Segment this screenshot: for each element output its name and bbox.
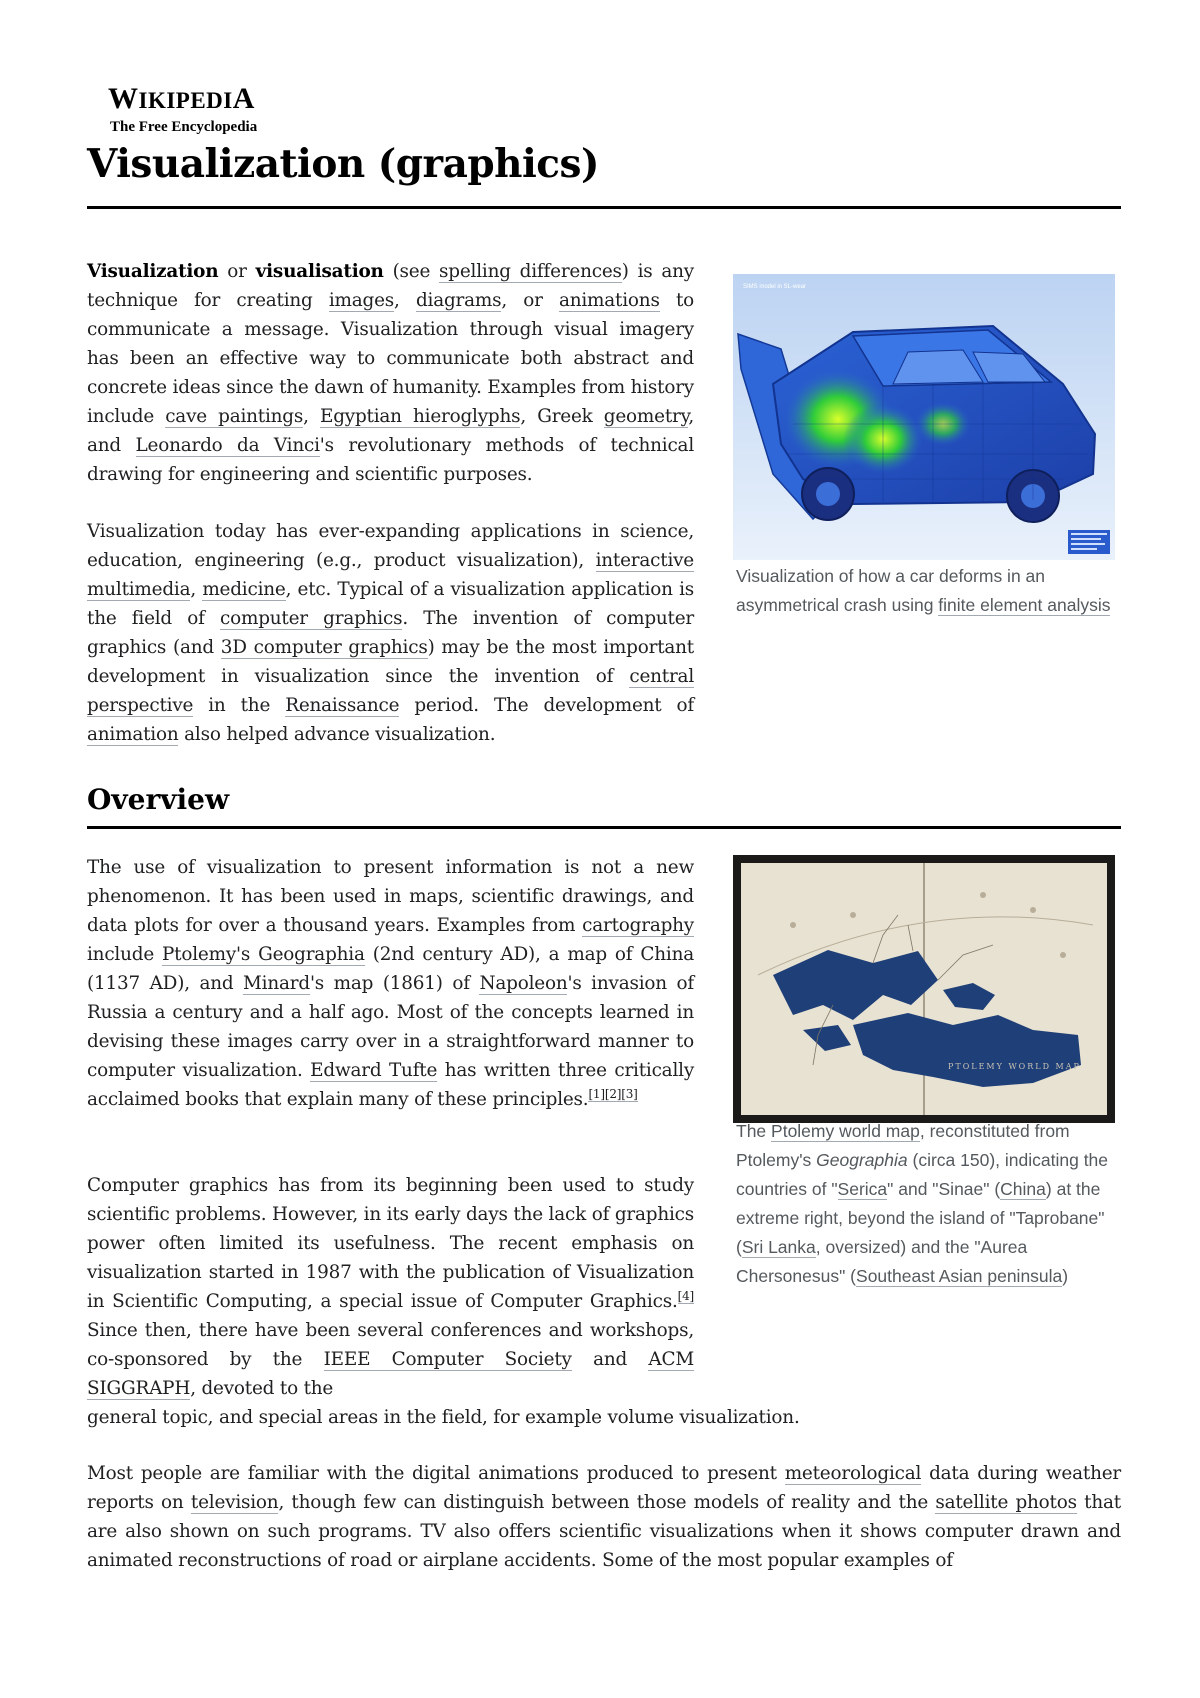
- text: ,: [394, 290, 416, 311]
- citation-1[interactable]: [1]: [588, 1086, 605, 1101]
- overview-paragraph-1: [87, 853, 694, 1114]
- link-television[interactable]: television: [190, 1492, 279, 1513]
- text: . The invention of computer graphics (and: [87, 608, 695, 658]
- link-acm-siggraph[interactable]: ACM SIGGRAPH: [87, 1349, 694, 1399]
- link-animations[interactable]: animations: [558, 290, 660, 311]
- text: ,: [190, 579, 203, 600]
- intro-paragraph-2: [87, 517, 694, 749]
- link-geometry[interactable]: geometry: [603, 406, 689, 427]
- link-napoleon[interactable]: Napoleon: [479, 973, 568, 994]
- text: Most people are familiar with the digital animations produced to present: [87, 1463, 785, 1484]
- link-images[interactable]: images: [328, 290, 395, 311]
- link-china[interactable]: China: [1000, 1179, 1046, 1199]
- link-sri-lanka[interactable]: Sri Lanka: [741, 1237, 816, 1257]
- text: , though few can distinguish between those models of reality and the: [278, 1492, 936, 1513]
- text: include: [87, 944, 162, 965]
- text: , etc. Typical of a visualization application is the field of: [87, 579, 694, 629]
- text: Since then, there have been several conferences and workshops, co-sponsored by the: [87, 1320, 694, 1370]
- logo-w: W: [108, 82, 139, 115]
- section-divider: [87, 826, 1121, 829]
- text: (circa 150), indicating the countries of ": [736, 1150, 1109, 1199]
- text: to communicate a message. Visualization through visual imagery has been an effective way to communicate both abstract and concrete ideas since the dawn of humanity. Examples from history include: [87, 290, 695, 427]
- link-renaissance[interactable]: Renaissance: [285, 695, 400, 716]
- citation-3[interactable]: [3]: [621, 1086, 638, 1101]
- citations-1-3: [588, 1087, 637, 1102]
- logo-wordmark: [108, 84, 257, 116]
- link-minard[interactable]: Minard: [243, 973, 310, 994]
- car-crash-fea-image[interactable]: [733, 274, 1115, 560]
- link-finite-element-analysis[interactable]: finite element analysis: [938, 595, 1111, 615]
- text: data during weather reports on: [87, 1463, 1121, 1513]
- text: , and: [87, 406, 695, 456]
- link-interactive-multimedia[interactable]: interactive multimedia: [87, 550, 694, 600]
- text: , Greek: [520, 406, 604, 427]
- text: ) may be the most important development in visualization since the invention of: [87, 637, 694, 687]
- logo-tagline: The Free Encyclopedia: [110, 119, 258, 135]
- link-diagrams[interactable]: diagrams: [415, 290, 502, 311]
- link-edward-tufte[interactable]: Edward Tufte: [310, 1060, 438, 1081]
- ptolemy-map-graphic: [733, 855, 1115, 1123]
- bold-term-visualisation: visualisation: [255, 261, 384, 282]
- bold-term-visualization: Visualization: [87, 261, 219, 282]
- text: ) is any technique for creating: [87, 261, 694, 311]
- figure-2-caption: [736, 1117, 1116, 1291]
- link-cartography[interactable]: cartography: [582, 915, 694, 936]
- text: , oversized) and the "Aurea Chersonesus" (: [736, 1237, 1028, 1286]
- link-egyptian-hieroglyphs[interactable]: Egyptian hieroglyphs: [319, 406, 521, 427]
- link-spelling-differences[interactable]: spelling differences: [439, 261, 622, 282]
- italic-geographia: Geographia: [816, 1150, 908, 1170]
- map-label: PTOLEMY WORLD MAP: [948, 1062, 1081, 1071]
- text: period. The development of: [399, 695, 694, 716]
- link-southeast-asian-peninsula[interactable]: Southeast Asian peninsula: [856, 1266, 1063, 1286]
- text: , devoted to the: [190, 1378, 334, 1399]
- text: that are also shown on such programs. TV also offers scientific visualizations when it shows computer drawn and animated reconstructions of road or airplane accidents. Some of the most popular examples of: [87, 1492, 1121, 1571]
- title-divider: [87, 206, 1121, 209]
- section-heading-overview: Overview: [87, 783, 230, 816]
- link-ptolemy-world-map[interactable]: Ptolemy world map: [771, 1121, 920, 1141]
- link-leonardo-da-vinci[interactable]: Leonardo da Vinci: [135, 435, 320, 456]
- citation-4-wrap: [678, 1289, 694, 1304]
- text: The use of visualization to present information is not a new phenomenon. It has been used in maps, scientific drawings, and data plots for over a thousand years. Examples from: [87, 857, 694, 936]
- citation-2[interactable]: [2]: [604, 1086, 622, 1101]
- text: 's map (1861) of: [309, 973, 480, 994]
- overview-paragraph-2-tail: general topic, and special areas in the field, for example volume visualization.: [87, 1407, 800, 1428]
- text: (see: [383, 261, 440, 282]
- text: (2nd century AD), a map of China (1137 AD), and: [87, 944, 694, 994]
- text: 's revolutionary methods of technical drawing for engineering and scientific purposes.: [87, 435, 694, 485]
- text: The: [736, 1121, 772, 1141]
- link-cave-paintings[interactable]: cave paintings: [165, 406, 304, 427]
- text: or: [218, 261, 256, 282]
- link-satellite-photos[interactable]: satellite photos: [935, 1492, 1077, 1513]
- link-ptolemys-geographia[interactable]: Ptolemy's Geographia: [162, 944, 365, 965]
- link-3d-computer-graphics[interactable]: 3D computer graphics: [220, 637, 428, 658]
- logo-a: A: [232, 82, 255, 115]
- text: Visualization of how a car deforms in an asymmetrical crash using: [736, 566, 1046, 615]
- page-title: Visualization (graphics): [87, 141, 599, 187]
- text: also helped advance visualization.: [178, 724, 496, 745]
- text: in the: [193, 695, 286, 716]
- text: " and "Sinae" (: [887, 1179, 1001, 1199]
- image-label: SIMS model in SL-wear: [743, 284, 807, 290]
- citation-4[interactable]: [4]: [677, 1288, 694, 1303]
- car-crash-fea-graphic: [733, 274, 1115, 560]
- logo-letters: IKIPEDI: [138, 88, 233, 113]
- intro-paragraph-1: [87, 257, 694, 489]
- link-meteorological[interactable]: meteorological: [784, 1463, 922, 1484]
- text: ): [1062, 1266, 1069, 1286]
- figure-1-caption: [736, 562, 1121, 620]
- text: and: [571, 1349, 649, 1370]
- link-ieee-computer-society[interactable]: IEEE Computer Society: [323, 1349, 572, 1370]
- link-central-perspective[interactable]: central perspective: [87, 666, 694, 716]
- overview-paragraph-2: [87, 1171, 694, 1403]
- link-medicine[interactable]: medicine: [202, 579, 286, 600]
- wikipedia-logo[interactable]: [108, 84, 257, 136]
- text: , reconstituted from Ptolemy's: [736, 1121, 1070, 1170]
- text: , or: [501, 290, 559, 311]
- text: has written three critically acclaimed books that explain many of these principles.: [87, 1060, 695, 1110]
- text: ,: [303, 406, 320, 427]
- text: 's invasion of Russia a century and a half ago. Most of the concepts learned in devising these images carry over in a straightforward manner to computer visualization.: [87, 973, 694, 1081]
- text: ) at the extreme right, beyond the island of "Taprobane" (: [736, 1179, 1105, 1257]
- text: Visualization today has ever-expanding applications in science, education, engineering (e.g., product visualization),: [87, 521, 694, 571]
- link-computer-graphics[interactable]: computer graphics: [220, 608, 403, 629]
- ptolemy-world-map-image[interactable]: [733, 855, 1115, 1123]
- overview-paragraph-3: [87, 1459, 1121, 1575]
- link-serica[interactable]: Serica: [837, 1179, 888, 1199]
- text: Computer graphics has from its beginning been used to study scientific problems. However, in its early days the lack of graphics power often limited its usefulness. The recent emphasis on visualization started in 1987 with the publication of Visualization in Scientific Computing, a special issue of Computer Graphics.: [87, 1175, 694, 1312]
- link-animation[interactable]: animation: [87, 724, 179, 745]
